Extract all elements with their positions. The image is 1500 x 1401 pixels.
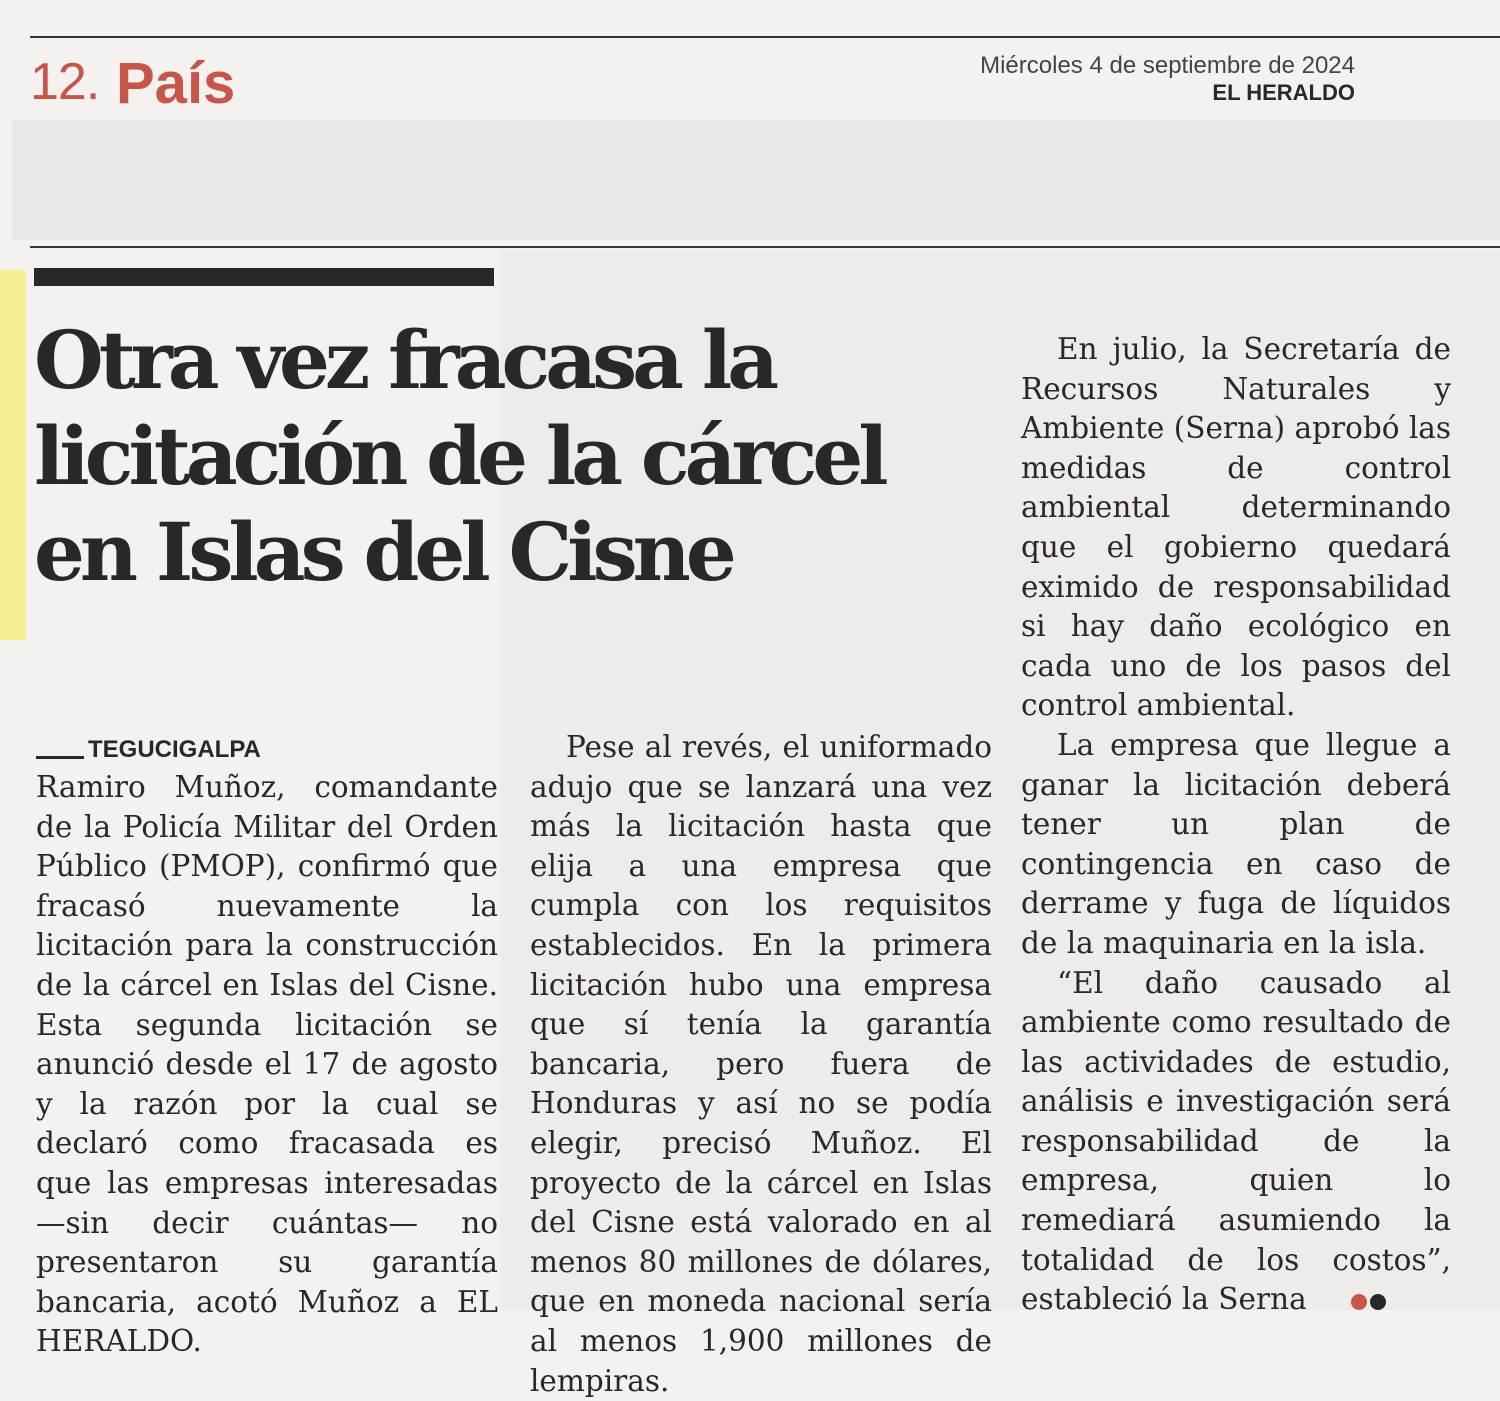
dateline-dash	[36, 756, 84, 759]
highlighter-mark	[0, 270, 26, 640]
article-headline: Otra vez fracasa la licitación de la cárcel en Islas del Cisne	[34, 313, 884, 599]
section-title: País	[116, 51, 236, 116]
paragraph-5	[1021, 964, 1451, 1322]
headline-kicker-bar	[34, 268, 494, 286]
end-mark-icon	[1315, 1281, 1389, 1321]
paragraph-3: En julio, la Secretaría de Recursos Naturales y Ambiente (Serna) aprobó las medidas de control ambiental determinando que el gobierno quedará eximido de responsabilidad si hay daño ecológico en cada uno de los pasos del control ambiental.	[1021, 332, 1452, 723]
article-column-1	[36, 732, 498, 1362]
newspaper-name: EL HERALDO	[1212, 80, 1355, 105]
dateline	[36, 732, 498, 768]
paragraph-2: Pese al revés, el uniformado adujo que se lanzará una vez más la licitación hasta que elija a una empresa que cumpla con los requisitos establecidos. En la primera licitación hubo una empresa que sí tenía la garantía bancaria, pero fuera de Honduras y así no se podía elegir, precisó Muñoz. El proyecto de la cárcel en Islas del Cisne está valorado en al menos 80 millones de dólares, que en moneda nacional sería al menos 1,900 millones de lempiras.	[530, 730, 992, 1398]
article-column-2	[530, 728, 992, 1401]
issue-date: Miércoles 4 de septiembre de 2024	[980, 52, 1355, 79]
background-photo-band	[12, 120, 1500, 240]
page-number: 12.	[30, 53, 100, 111]
dateline-text: TEGUCIGALPA	[88, 736, 261, 763]
paragraph-4: La empresa que llegue a ganar la licitación deberá tener un plan de contingencia en caso de derrame y fuga de líquidos de la maquinaria en la isla.	[1021, 727, 1451, 960]
paragraph-1: Ramiro Muñoz, comandante de la Policía Militar del Orden Público (PMOP), confirmó que fracasó nuevamente la licitación para la construcción de la cárcel en Islas del Cisne. Esta segunda licitación se anunció desde el 17 de agosto y la razón por la cual se declaró como fracasada es que las empresas interesadas —sin decir cuántas— no presentaron su garantía bancaria, acotó Muñoz a EL HERALDO.	[36, 770, 498, 1359]
paragraph-5-text: “El daño causado al ambiente como resultado de las actividades de estudio, análisis e investigación será responsabilidad de la empresa, quien lo remediará asumiendo la totalidad de los costos”, estableció la Serna	[1021, 965, 1451, 1317]
top-rule	[30, 36, 1500, 38]
article-column-3	[1021, 330, 1451, 1321]
header-rule	[30, 246, 1500, 248]
